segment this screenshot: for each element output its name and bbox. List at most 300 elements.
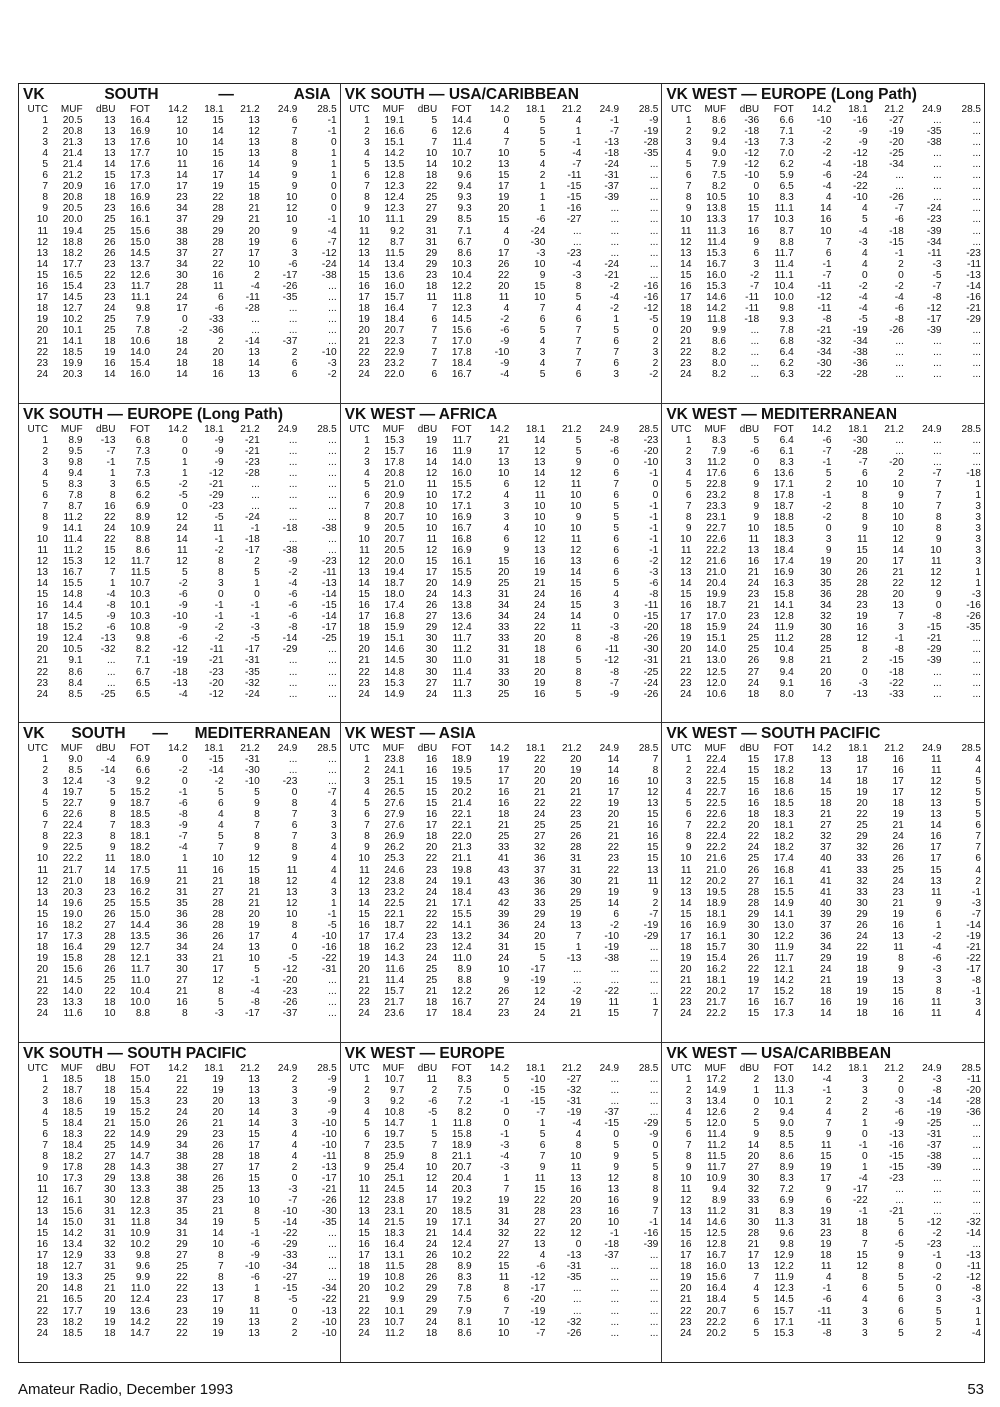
- table-cell: ...: [649, 192, 659, 204]
- table-cell: 11.2: [63, 545, 83, 557]
- table-cell: ...: [972, 688, 981, 700]
- table-cell: 6: [898, 1316, 904, 1328]
- table-cell: 21.6: [706, 556, 727, 568]
- table-cell: 0: [503, 115, 510, 127]
- column-header: MUF: [60, 1062, 83, 1074]
- table-cell: 22: [36, 666, 49, 678]
- table-cell: 27: [104, 1150, 116, 1162]
- table-cell: 33: [176, 952, 188, 964]
- table-cell: -19: [604, 941, 620, 953]
- table-cell: 6: [898, 1294, 904, 1306]
- table-cell: 15.3: [384, 677, 405, 689]
- table-cell: 22: [212, 258, 224, 270]
- table-cell: 12: [286, 875, 298, 887]
- table-cell: 17.1: [451, 897, 472, 909]
- column-header: dBU: [739, 423, 760, 435]
- table-cell: -8: [932, 1084, 942, 1096]
- table-cell: 20.2: [451, 787, 472, 799]
- table-cell: 25: [104, 324, 116, 336]
- table-cell: 8.3: [457, 1073, 472, 1085]
- table-cell: 3: [975, 500, 981, 512]
- table-cell: 26: [104, 247, 116, 259]
- table-cell: 10.6: [706, 688, 727, 700]
- table-cell: 13.0: [706, 655, 727, 667]
- table-cell: 1: [42, 115, 49, 127]
- table-cell: 9: [291, 181, 298, 193]
- table-cell: 8: [503, 1283, 510, 1295]
- table-cell: -3: [106, 776, 116, 788]
- table-row: [345, 622, 659, 633]
- table-cell: -1: [971, 886, 981, 898]
- table-cell: -20: [643, 445, 659, 457]
- table-cell: 18: [104, 335, 116, 347]
- table-cell: 14.2: [706, 302, 727, 314]
- table-cell: 8.3: [779, 1172, 794, 1184]
- table-cell: 19.4: [384, 567, 405, 579]
- table-cell: -9: [250, 1250, 260, 1262]
- table-cell: 9: [291, 159, 298, 171]
- table-cell: 23: [570, 809, 582, 821]
- table-cell: ...: [288, 456, 298, 468]
- table-row: [666, 776, 981, 787]
- table-cell: 7: [539, 302, 546, 314]
- table-cell: 26: [892, 842, 904, 854]
- table-cell: 3: [652, 347, 659, 359]
- table-cell: 15.0: [130, 1117, 150, 1129]
- table-cell: ...: [972, 159, 981, 171]
- table-cell: 4: [218, 809, 224, 821]
- forecast-table: [23, 1063, 337, 1339]
- table-cell: 18.3: [62, 1128, 83, 1140]
- table-cell: -23: [966, 247, 981, 259]
- table-cell: 11.4: [707, 236, 727, 248]
- table-cell: 23: [176, 1095, 188, 1107]
- table-cell: 3: [862, 1073, 868, 1085]
- table-cell: 5: [539, 324, 546, 336]
- table-cell: 13.6: [130, 1305, 150, 1317]
- table-cell: -1: [610, 1228, 620, 1240]
- table-cell: 14: [680, 1217, 692, 1229]
- table-cell: 15.2: [62, 622, 83, 634]
- table-cell: -27: [282, 1272, 298, 1284]
- table-cell: 17.8: [773, 489, 794, 501]
- table-cell: 25: [176, 1261, 188, 1273]
- table-cell: 31: [497, 655, 510, 667]
- table-cell: ...: [649, 1261, 659, 1273]
- table-cell: -20: [208, 677, 224, 689]
- table-cell: 6: [364, 170, 370, 182]
- table-cell: -17: [530, 1283, 546, 1295]
- table-cell: 6: [42, 489, 49, 501]
- table-cell: 11: [104, 853, 116, 865]
- column-header: 28.5: [961, 423, 981, 435]
- table-cell: 6.3: [779, 369, 794, 381]
- table-cell: 8.3: [457, 1272, 472, 1284]
- table-cell: -8: [250, 997, 260, 1009]
- table-cell: 12: [680, 236, 692, 248]
- table-cell: -2: [822, 500, 832, 512]
- table-cell: 29: [212, 225, 224, 237]
- table-cell: 23: [820, 1228, 832, 1240]
- table-cell: 20.7: [384, 511, 405, 523]
- table-cell: ...: [649, 952, 659, 964]
- table-cell: 21: [358, 335, 370, 347]
- table-cell: -2: [649, 369, 659, 381]
- table-cell: 3: [685, 1095, 692, 1107]
- table-row: [666, 611, 981, 622]
- table-cell: -5: [327, 919, 337, 931]
- table-cell: 23: [36, 1316, 49, 1328]
- table-cell: 16.0: [384, 280, 405, 292]
- table-row: [666, 1162, 981, 1173]
- table-cell: 5: [975, 809, 981, 821]
- table-cell: 37: [820, 919, 832, 931]
- table-cell: 5: [613, 324, 620, 336]
- table-cell: 23: [104, 280, 116, 292]
- table-cell: -28: [966, 1095, 981, 1107]
- table-cell: 13.5: [130, 930, 150, 942]
- table-row: [23, 1228, 337, 1239]
- table-cell: 29: [176, 1128, 188, 1140]
- table-cell: -15: [643, 611, 659, 623]
- table-row: [345, 842, 659, 853]
- table-cell: 9: [503, 974, 510, 986]
- table-cell: 3: [975, 511, 981, 523]
- table-cell: ...: [610, 214, 620, 226]
- table-cell: 13: [930, 809, 942, 821]
- table-cell: 11: [570, 478, 582, 490]
- table-cell: 3: [975, 545, 981, 557]
- table-cell: 6: [575, 369, 582, 381]
- table-cell: 18.4: [62, 1117, 83, 1129]
- table-row: [23, 578, 337, 589]
- panel-title: VK WEST — SOUTH PACIFIC: [666, 726, 881, 742]
- table-cell: 7: [652, 754, 659, 766]
- table-cell: -31: [926, 1128, 942, 1140]
- table-cell: 36: [534, 886, 546, 898]
- table-cell: -23: [282, 986, 298, 998]
- table-cell: 0: [181, 445, 188, 457]
- table-cell: 22: [747, 963, 760, 975]
- table-cell: 8.6: [711, 115, 727, 127]
- table-cell: 8.3: [779, 456, 794, 468]
- table-cell: 14: [104, 369, 116, 381]
- table-row: [666, 975, 981, 986]
- table-cell: -5: [858, 313, 868, 325]
- table-cell: 3: [330, 809, 337, 821]
- table-row: [666, 1118, 981, 1129]
- column-header: MUF: [60, 743, 83, 754]
- table-cell: 1: [539, 192, 546, 204]
- table-cell: 9: [825, 545, 832, 557]
- table-cell: ...: [107, 655, 116, 667]
- table-cell: 17: [212, 963, 224, 975]
- table-cell: -31: [604, 170, 620, 182]
- table-cell: 13: [36, 886, 49, 898]
- column-header: 24.9: [599, 1062, 620, 1074]
- table-row: [345, 534, 659, 545]
- table-cell: 27: [425, 677, 438, 689]
- table-cell: 18.2: [62, 919, 83, 931]
- table-cell: 13: [286, 886, 298, 898]
- table-cell: 16.1: [130, 214, 150, 226]
- table-cell: 18.4: [773, 545, 794, 557]
- table-cell: 11.7: [130, 963, 150, 975]
- table-cell: 10.5: [706, 192, 727, 204]
- table-cell: 20.0: [384, 556, 405, 568]
- table-cell: 26: [747, 864, 760, 876]
- table-row: [666, 347, 981, 358]
- table-cell: -31: [245, 754, 260, 766]
- table-cell: -2: [288, 567, 298, 579]
- table-cell: 13: [607, 1184, 620, 1196]
- table-cell: 10: [286, 192, 298, 204]
- table-row: [345, 148, 659, 159]
- table-cell: 9: [935, 897, 942, 909]
- table-cell: 7.3: [135, 467, 150, 479]
- table-cell: 9.2: [711, 126, 727, 138]
- table-cell: 20: [747, 1150, 760, 1162]
- column-header: FOT: [130, 1062, 150, 1074]
- table-cell: 18: [680, 941, 692, 953]
- table-cell: 34: [497, 611, 510, 623]
- table-cell: 8.1: [457, 1316, 472, 1328]
- table-cell: 5: [503, 1073, 510, 1085]
- table-row: [666, 468, 981, 479]
- table-cell: ...: [572, 963, 582, 975]
- table-cell: 9.0: [779, 1117, 794, 1129]
- table-cell: -5: [288, 952, 298, 964]
- table-cell: 28: [747, 886, 760, 898]
- table-cell: -21: [245, 434, 260, 446]
- table-cell: 29: [747, 908, 760, 920]
- table-cell: 18: [425, 170, 438, 182]
- table-cell: 12.5: [706, 666, 727, 678]
- table-cell: 14: [680, 897, 692, 909]
- table-cell: -17: [245, 545, 260, 557]
- column-header: 21.2: [884, 743, 904, 754]
- table-cell: 20: [820, 666, 832, 678]
- table-cell: -3: [214, 1008, 224, 1020]
- table-row: [345, 501, 659, 512]
- table-cell: -26: [889, 192, 904, 204]
- table-cell: 16.2: [706, 963, 727, 975]
- table-row: [23, 809, 337, 820]
- table-cell: 4: [575, 115, 582, 127]
- table-cell: 23: [856, 600, 868, 612]
- table-cell: 14: [607, 897, 620, 909]
- table-cell: -11: [967, 1261, 981, 1273]
- column-header: UTC: [27, 743, 49, 754]
- table-cell: 12.6: [130, 269, 150, 281]
- table-cell: 13: [497, 159, 510, 171]
- table-row: [666, 953, 981, 964]
- table-cell: 13.8: [130, 1172, 150, 1184]
- table-cell: 27: [497, 997, 510, 1009]
- table-cell: 21: [570, 1008, 582, 1020]
- table-cell: -37: [604, 1106, 620, 1118]
- table-cell: 31: [820, 1217, 832, 1229]
- table-cell: 38: [176, 1184, 188, 1196]
- table-cell: 24: [358, 1008, 370, 1020]
- table-cell: 20.5: [62, 115, 83, 127]
- table-cell: 4: [42, 148, 49, 160]
- table-cell: -23: [643, 434, 659, 446]
- table-cell: 24: [36, 1327, 49, 1339]
- table-row: [23, 1250, 337, 1261]
- table-cell: 5: [218, 831, 224, 843]
- table-cell: 18.4: [384, 313, 405, 325]
- table-cell: 2: [291, 1161, 298, 1173]
- table-cell: 9: [291, 225, 298, 237]
- table-cell: -3: [288, 1184, 298, 1196]
- table-cell: -16: [852, 115, 868, 127]
- table-row: [345, 556, 659, 567]
- table-cell: 14: [212, 1228, 224, 1240]
- table-cell: 7.8: [779, 324, 794, 336]
- table-cell: 26: [856, 567, 868, 579]
- table-row: [666, 1173, 981, 1184]
- table-cell: 20.7: [706, 1305, 727, 1317]
- table-cell: -23: [208, 500, 224, 512]
- table-cell: 11.7: [774, 247, 794, 259]
- table-cell: -1: [649, 1217, 659, 1229]
- table-row: [23, 1118, 337, 1129]
- table-row: [345, 831, 659, 842]
- table-cell: 16: [747, 556, 760, 568]
- table-cell: 0: [753, 456, 760, 468]
- table-cell: 18: [36, 302, 49, 314]
- table-cell: 28: [212, 203, 224, 215]
- table-cell: 33: [104, 1250, 116, 1262]
- table-cell: ...: [610, 203, 620, 215]
- table-row: [345, 137, 659, 148]
- table-cell: ...: [933, 369, 942, 381]
- table-cell: -3: [536, 247, 546, 259]
- table-cell: 14.5: [773, 1294, 794, 1306]
- table-cell: ...: [328, 677, 337, 689]
- table-cell: 7: [825, 1117, 832, 1129]
- table-cell: 7.9: [457, 1305, 472, 1317]
- table-cell: 2: [364, 765, 370, 777]
- table-cell: 15.2: [130, 787, 150, 799]
- table-cell: 7: [218, 1261, 224, 1273]
- table-row: [345, 1317, 659, 1328]
- table-cell: -8: [971, 1283, 981, 1295]
- table-cell: 8: [291, 137, 298, 149]
- table-cell: 17.7: [62, 258, 83, 270]
- table-row: [666, 159, 981, 170]
- table-cell: 25: [570, 820, 582, 832]
- table-cell: 8.9: [711, 1195, 727, 1207]
- table-cell: 25: [820, 644, 832, 656]
- table-cell: ...: [328, 456, 337, 468]
- table-cell: -12: [816, 291, 832, 303]
- table-cell: -2: [178, 324, 188, 336]
- table-cell: 11.7: [130, 556, 150, 568]
- table-cell: 31: [104, 1217, 116, 1229]
- table-cell: 15.3: [706, 280, 727, 292]
- table-row: [345, 920, 659, 931]
- table-cell: 37: [176, 1195, 188, 1207]
- table-cell: 2: [862, 655, 868, 667]
- table-cell: 8: [291, 919, 298, 931]
- table-cell: -30: [643, 644, 659, 656]
- table-cell: -14: [926, 1095, 942, 1107]
- table-cell: 23.2: [706, 489, 727, 501]
- table-cell: 7: [364, 820, 370, 832]
- column-header: dBU: [96, 104, 116, 115]
- table-cell: 19: [36, 313, 49, 325]
- table-row: [666, 1272, 981, 1283]
- table-cell: 12.8: [130, 1195, 150, 1207]
- table-cell: 9: [539, 1161, 546, 1173]
- table-cell: -2: [214, 622, 224, 634]
- table-cell: 8.6: [457, 1327, 472, 1339]
- table-cell: 3: [364, 1095, 370, 1107]
- table-cell: 21: [36, 335, 49, 347]
- table-cell: 13.5: [384, 159, 405, 171]
- table-cell: ...: [649, 203, 659, 215]
- column-header: 18.1: [848, 1062, 868, 1074]
- table-cell: -6: [894, 1106, 904, 1118]
- table-cell: ...: [972, 655, 981, 667]
- table-row: [23, 876, 337, 887]
- table-cell: 6: [753, 467, 760, 479]
- table-cell: 2: [291, 1073, 298, 1085]
- table-cell: -1: [649, 500, 659, 512]
- table-cell: ...: [328, 1272, 337, 1284]
- table-row: [23, 1272, 337, 1283]
- table-cell: 10.7: [451, 148, 472, 160]
- table-cell: 20.9: [384, 489, 405, 501]
- table-cell: 9: [109, 798, 116, 810]
- table-cell: -11: [967, 258, 981, 270]
- table-cell: 5: [42, 478, 49, 490]
- table-cell: 15: [425, 776, 438, 788]
- table-cell: 28: [212, 897, 224, 909]
- table-cell: 9.2: [390, 1095, 405, 1107]
- table-cell: 20: [248, 225, 260, 237]
- table-cell: 19: [856, 611, 868, 623]
- table-cell: 13: [104, 115, 116, 127]
- table-cell: 18: [497, 809, 510, 821]
- table-cell: 7: [431, 302, 438, 314]
- table-cell: 28: [425, 1261, 438, 1273]
- table-cell: 20: [534, 666, 546, 678]
- table-cell: 17: [212, 170, 224, 182]
- table-row: [666, 1283, 981, 1294]
- table-cell: 22.1: [451, 820, 472, 832]
- table-cell: -2: [178, 765, 188, 777]
- table-cell: -2: [178, 478, 188, 490]
- table-cell: 3: [42, 776, 49, 788]
- table-cell: ...: [972, 1128, 981, 1140]
- table-cell: ...: [972, 225, 981, 237]
- table-cell: 21.0: [706, 864, 727, 876]
- table-cell: 12.8: [773, 611, 794, 623]
- table-cell: 28: [747, 1228, 760, 1240]
- table-cell: 21.0: [384, 478, 405, 490]
- column-header: 14.2: [812, 743, 832, 754]
- table-cell: 7: [503, 137, 510, 149]
- table-cell: -16: [643, 280, 659, 292]
- panel-title: VK WEST — ASIA: [344, 726, 476, 742]
- table-cell: 23.1: [706, 511, 727, 523]
- table-row: [23, 1162, 337, 1173]
- table-cell: 13.4: [384, 258, 405, 270]
- forecast-panel: [341, 1043, 663, 1363]
